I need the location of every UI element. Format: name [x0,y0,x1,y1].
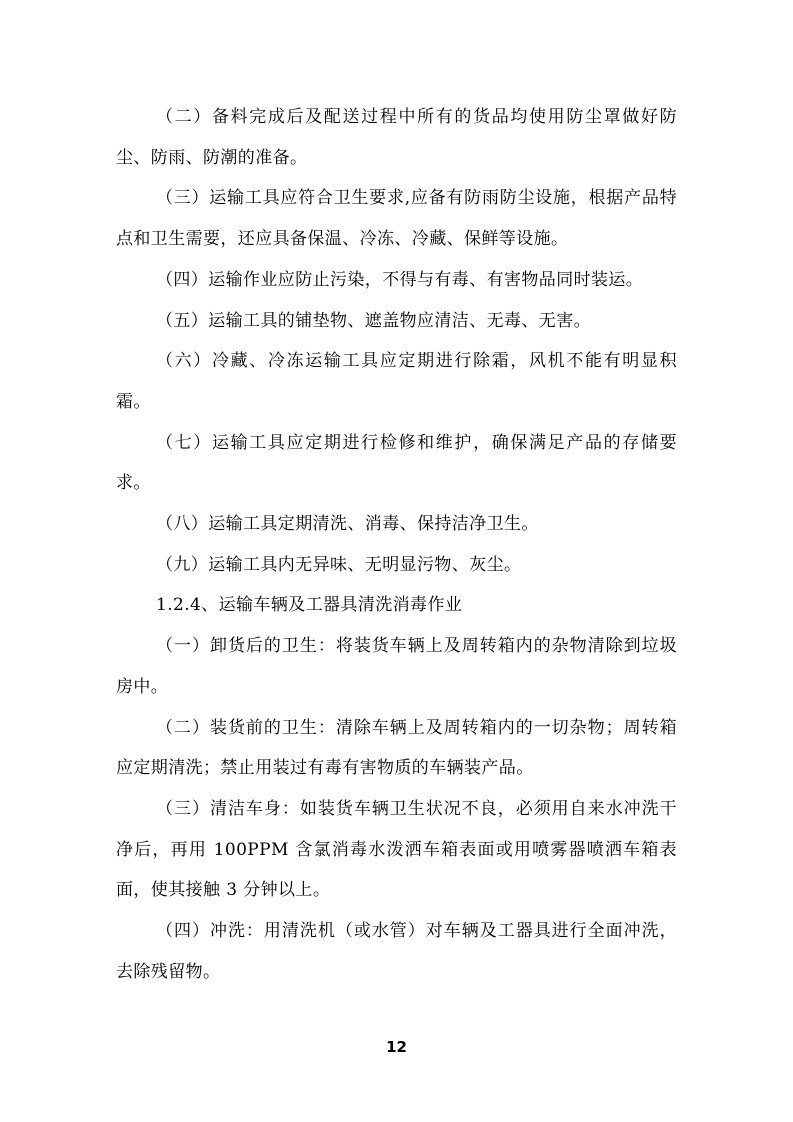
section-heading-1-2-4: 1.2.4、运输车辆及工器具清洗消毒作业 [156,595,463,616]
paragraph-item-7-maintenance: （七）运输工具应定期进行检修和维护，确保满足产品的存储要求。 [116,432,677,494]
paragraph-item-2-dustproof: （二）备料完成后及配送过程中所有的货品均使用防尘罩做好防尘、防雨、防潮的准备。 [116,107,677,168]
paragraph-item-9-no-odor: （九）运输工具内无异味、无明显污物、灰尘。 [156,554,522,575]
paragraph-item-3-transport-hygiene: （三）运输工具应符合卫生要求,应备有防雨防尘设施，根据产品特点和卫生需要，还应具备保温、冷冻、冷藏、保鲜等设施。 [116,188,677,250]
paragraph-clean-body: （三）清洁车身：如装货车辆卫生状况不良，必须用自来水冲洗干净后，再用 100PPM 含氯消毒水泼洒车箱表面或用喷雾器喷洒车箱表面，使其接触 3 分钟以上。 [116,798,677,901]
paragraph-unloading-hygiene: （一）卸货后的卫生：将装货车辆上及周转箱内的杂物清除到垃圾房中。 [116,636,677,697]
paragraph-item-5-padding-cover: （五）运输工具的铺垫物、遮盖物应清洁、无毒、无害。 [156,310,591,331]
paragraph-rinse: （四）冲洗：用清洗机（或水管）对车辆及工器具进行全面冲洗，去除残留物。 [116,921,677,982]
document-body [116,97,677,992]
page-number: 12 [386,1038,407,1056]
paragraph-item-8-cleaning: （八）运输工具定期清洗、消毒、保持洁净卫生。 [156,514,539,535]
paragraph-item-6-defrost: （六）冷藏、冷冻运输工具应定期进行除霜，风机不能有明显积霜。 [116,351,677,412]
paragraph-item-4-prevent-contamination: （四）运输作业应防止污染，不得与有毒、有害物品同时装运。 [156,269,644,290]
paragraph-loading-hygiene: （二）装货前的卫生：清除车辆上及周转箱内的一切杂物；周转箱应定期清洗；禁止用装过有毒有害物质的车辆装产品。 [116,717,677,779]
